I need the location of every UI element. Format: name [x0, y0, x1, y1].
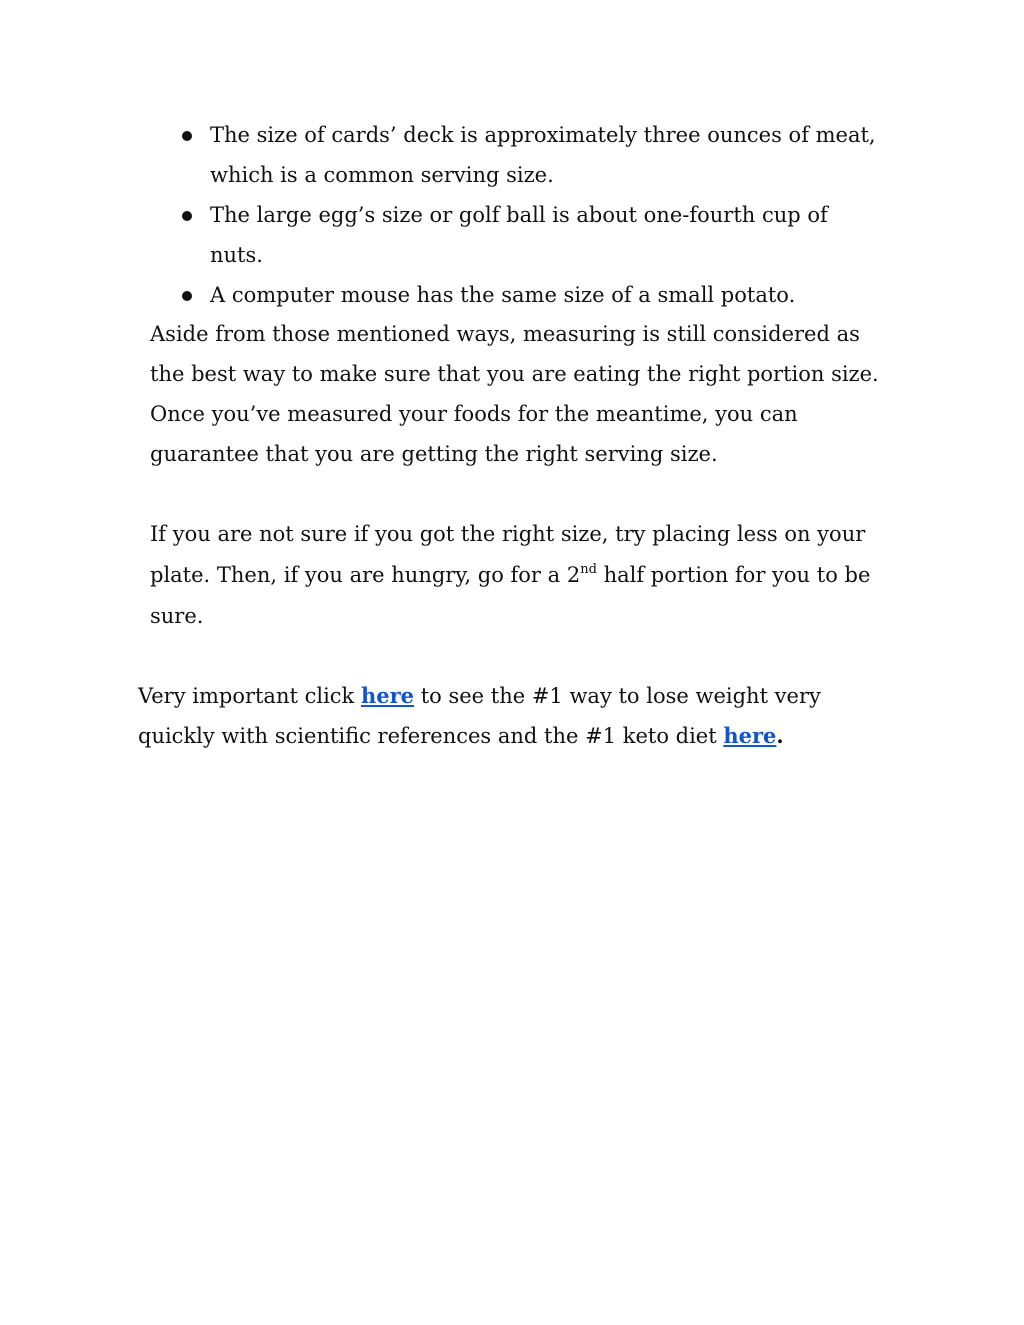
bullet-text: The large egg’s size or golf ball is about one-fourth cup of nuts.	[210, 203, 828, 267]
bullet-text: The size of cards’ deck is approximately three ounces of meat, which is a common serving size.	[210, 123, 876, 187]
bullet-list	[180, 115, 880, 315]
paragraph-text: half portion for you to be sure.	[150, 563, 871, 628]
superscript-ordinal: nd	[580, 562, 597, 577]
period-text: .	[776, 723, 784, 748]
bullet-icon	[182, 131, 192, 141]
paragraph-text: Very important click	[138, 684, 361, 708]
here-link-keto-diet[interactable]: here	[723, 723, 777, 748]
bullet-icon	[182, 211, 192, 221]
paragraph-serving-size	[150, 514, 890, 637]
list-item	[180, 195, 880, 275]
paragraph-text: If you are not sure if you got the right size, try placing less on your plate. Then, if you are hungry, go for a 2	[150, 522, 866, 587]
bullet-icon	[182, 291, 192, 301]
list-item	[180, 115, 880, 195]
bullet-text: A computer mouse has the same size of a small potato.	[210, 283, 796, 307]
paragraph-measuring: Aside from those mentioned ways, measuring is still considered as the best way to make sure that you are eating the right portion size. Once you’ve measured your foods for the meantime, you can guarantee that you are getting the right serving size.	[150, 322, 879, 466]
paragraph-text: to see the #1 way to lose weight very quickly with scientific references and the #1 keto diet	[138, 684, 821, 748]
list-item	[180, 275, 880, 315]
paragraph-call-to-action	[138, 676, 838, 756]
here-link-weight-loss[interactable]: here	[360, 683, 415, 708]
